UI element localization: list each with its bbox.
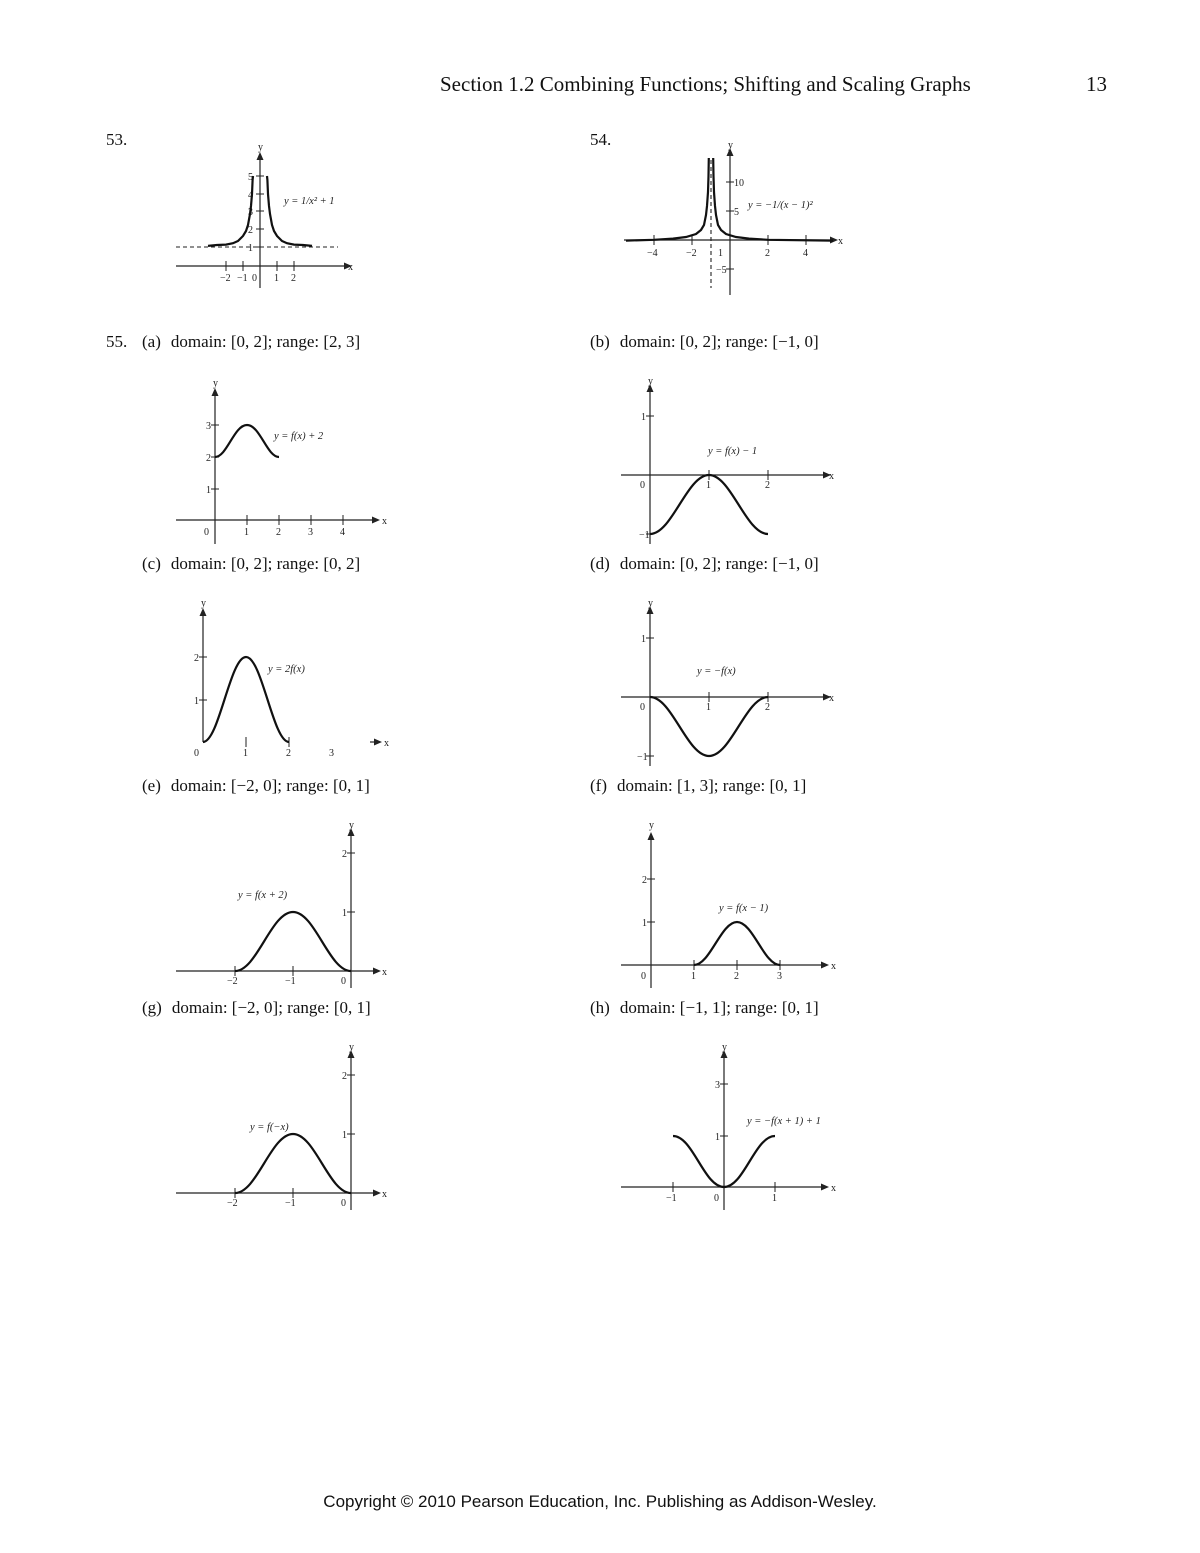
x-tick-label: 2 (765, 480, 770, 491)
y-axis-arrow (212, 388, 219, 396)
y-tick-label: 1 (342, 1130, 347, 1141)
y-axis-label: y (349, 1042, 354, 1053)
y-tick-label: −1 (639, 530, 650, 541)
graph-55h (615, 1042, 845, 1212)
x-tick-label: 4 (340, 527, 345, 538)
y-tick-label: 1 (715, 1132, 720, 1143)
x-tick-label: 1 (706, 702, 711, 713)
x-tick-label: −1 (285, 976, 296, 987)
x-tick-label: 0 (341, 1198, 346, 1209)
part-f-key: (f) (590, 776, 607, 795)
x-tick-label: 0 (714, 1193, 719, 1204)
section-title: Section 1.2 Combining Functions; Shifting and Scaling Graphs (440, 72, 971, 96)
y-axis-label: y (201, 598, 206, 609)
x-tick-label: 2 (286, 748, 291, 759)
x-tick-label: 3 (777, 971, 782, 982)
x-tick-label: −2 (686, 248, 697, 259)
y-axis-label: y (258, 142, 263, 153)
graph-55a (170, 376, 400, 551)
curve (235, 912, 351, 971)
problem-55h-label (590, 998, 819, 1018)
x-tick-label: 1 (772, 1193, 777, 1204)
x-tick-label: −2 (227, 976, 238, 987)
x-axis-arrow (821, 962, 829, 969)
curve (215, 425, 279, 457)
graph-55e (170, 820, 400, 990)
problem-55g-label (142, 998, 371, 1018)
x-tick-label: 3 (308, 527, 313, 538)
y-tick-label: 2 (206, 453, 211, 464)
y-tick-label: 1 (641, 412, 646, 423)
x-tick-label: 0 (252, 273, 257, 284)
x-axis-label: x (838, 236, 843, 247)
equation-label: y = −f(x + 1) + 1 (747, 1116, 821, 1127)
curve (235, 1134, 351, 1193)
graph-54-svg (620, 140, 850, 300)
part-d-text: domain: [0, 2]; range: [−1, 0] (619, 554, 819, 573)
problem-55b-label (590, 332, 819, 352)
y-tick-label: 1 (641, 634, 646, 645)
part-h-key: (h) (590, 998, 610, 1017)
x-tick-label: 0 (194, 748, 199, 759)
graph-54 (620, 140, 850, 300)
y-tick-label: 1 (642, 918, 647, 929)
x-tick-label: 1 (691, 971, 696, 982)
part-c-key: (c) (142, 554, 161, 573)
graph-55c-svg (170, 598, 400, 768)
x-tick-label: 0 (204, 527, 209, 538)
equation-label: y = f(−x) (250, 1122, 289, 1133)
equation-label: y = f(x) + 2 (274, 431, 324, 442)
part-h-text: domain: [−1, 1]; range: [0, 1] (619, 998, 819, 1017)
x-tick-label: 0 (640, 480, 645, 491)
x-tick-label: 2 (765, 248, 770, 259)
y-tick-label: −5 (716, 265, 727, 276)
y-axis-arrow (200, 608, 207, 616)
copyright-footer: Copyright © 2010 Pearson Education, Inc. Publishing as Addison-Wesley. (323, 1492, 877, 1511)
x-tick-label: 2 (734, 971, 739, 982)
x-tick-label: 2 (291, 273, 296, 284)
y-axis-label: y (349, 820, 354, 831)
problem-55a-label (106, 332, 360, 352)
y-tick-label: 5 (248, 172, 253, 183)
curve-left (208, 176, 253, 246)
graph-55g (170, 1042, 400, 1212)
page-number: 13 (1086, 72, 1107, 96)
y-tick-label: 2 (248, 225, 253, 236)
y-tick-label: 2 (642, 875, 647, 886)
problem-55f-label (590, 776, 806, 796)
curve-left (626, 158, 709, 241)
x-tick-label: 1 (274, 273, 279, 284)
equation-label: y = f(x) − 1 (708, 446, 758, 457)
equation-label: y = −1/(x − 1)² (748, 200, 813, 211)
graph-55d-svg (615, 598, 845, 773)
x-tick-label: 1 (718, 248, 723, 259)
y-tick-label: 3 (206, 421, 211, 432)
y-tick-label: 2 (342, 1071, 347, 1082)
y-tick-label: 2 (342, 849, 347, 860)
equation-label: y = −f(x) (697, 666, 736, 677)
problem-55-number: 55. (106, 332, 128, 351)
graph-55b (615, 376, 845, 551)
problem-55e-label (142, 776, 370, 796)
graph-53-svg (170, 140, 360, 290)
y-tick-label: 1 (248, 243, 253, 254)
graph-55g-svg (170, 1042, 400, 1212)
graph-55a-svg (170, 376, 400, 551)
y-axis-label: y (649, 820, 654, 831)
equation-label: y = f(x + 2) (238, 890, 288, 901)
problem-54-label: 54. (590, 130, 612, 149)
x-axis-label: x (384, 738, 389, 749)
curve-right (267, 176, 312, 246)
x-axis-label: x (348, 262, 353, 273)
x-tick-label: 0 (640, 702, 645, 713)
y-tick-label: 1 (342, 908, 347, 919)
x-tick-label: 3 (329, 748, 334, 759)
x-tick-label: 2 (276, 527, 281, 538)
y-tick-label: 10 (734, 178, 744, 189)
problem-53-label: 53. (106, 130, 128, 149)
equation-label: y = 2f(x) (268, 664, 305, 675)
y-axis-label: y (722, 1042, 727, 1053)
x-axis-arrow (373, 1190, 381, 1197)
x-tick-label: −1 (285, 1198, 296, 1209)
part-g-text: domain: [−2, 0]; range: [0, 1] (171, 998, 371, 1017)
x-tick-label: −4 (647, 248, 658, 259)
equation-label: y = 1/x² + 1 (284, 196, 335, 207)
x-tick-label: 1 (243, 748, 248, 759)
graph-55b-svg (615, 376, 845, 551)
graph-53 (170, 140, 360, 290)
y-axis-label: y (648, 376, 653, 387)
problem-55d-label (590, 554, 819, 574)
part-a-text: domain: [0, 2]; range: [2, 3] (170, 332, 361, 351)
graph-55f-svg (615, 820, 845, 990)
graph-55c (170, 598, 400, 768)
x-axis-arrow (821, 1184, 829, 1191)
y-axis-label: y (213, 378, 218, 389)
part-b-text: domain: [0, 2]; range: [−1, 0] (619, 332, 819, 351)
y-tick-label: 1 (194, 696, 199, 707)
x-tick-label: −2 (220, 273, 231, 284)
part-e-text: domain: [−2, 0]; range: [0, 1] (170, 776, 370, 795)
x-axis-label: x (382, 967, 387, 978)
part-e-key: (e) (142, 776, 161, 795)
graph-55d (615, 598, 845, 773)
y-axis-label: y (728, 140, 733, 151)
y-axis-label: y (648, 598, 653, 609)
graph-55h-svg (615, 1042, 845, 1212)
graph-55f (615, 820, 845, 990)
x-axis-label: x (829, 471, 834, 482)
part-b-key: (b) (590, 332, 610, 351)
y-tick-label: 3 (248, 207, 253, 218)
x-tick-label: 0 (341, 976, 346, 987)
x-axis-label: x (831, 961, 836, 972)
y-axis-arrow (257, 152, 264, 160)
y-tick-label: 4 (248, 190, 253, 201)
y-tick-label: 1 (206, 485, 211, 496)
problem-55c-label (142, 554, 360, 574)
x-tick-label: 1 (244, 527, 249, 538)
graph-55e-svg (170, 820, 400, 990)
x-axis-label: x (382, 516, 387, 527)
part-a-key: (a) (142, 332, 161, 351)
x-tick-label: −1 (237, 273, 248, 284)
x-axis-label: x (829, 693, 834, 704)
y-axis-arrow (648, 832, 655, 840)
x-tick-label: 2 (765, 702, 770, 713)
equation-label: y = f(x − 1) (719, 903, 769, 914)
x-tick-label: 0 (641, 971, 646, 982)
part-f-text: domain: [1, 3]; range: [0, 1] (616, 776, 807, 795)
y-tick-label: 3 (715, 1080, 720, 1091)
x-axis-label: x (831, 1183, 836, 1194)
x-axis-label: x (382, 1189, 387, 1200)
y-tick-label: −1 (637, 752, 648, 763)
y-tick-label: 5 (734, 207, 739, 218)
x-axis-arrow (373, 968, 381, 975)
part-d-key: (d) (590, 554, 610, 573)
x-tick-label: −1 (666, 1193, 677, 1204)
part-c-text: domain: [0, 2]; range: [0, 2] (170, 554, 361, 573)
curve (694, 922, 780, 965)
y-tick-label: 2 (194, 653, 199, 664)
x-axis-arrow (372, 517, 380, 524)
x-tick-label: −2 (227, 1198, 238, 1209)
x-tick-label: 4 (803, 248, 808, 259)
part-g-key: (g) (142, 998, 162, 1017)
x-tick-label: 1 (706, 480, 711, 491)
